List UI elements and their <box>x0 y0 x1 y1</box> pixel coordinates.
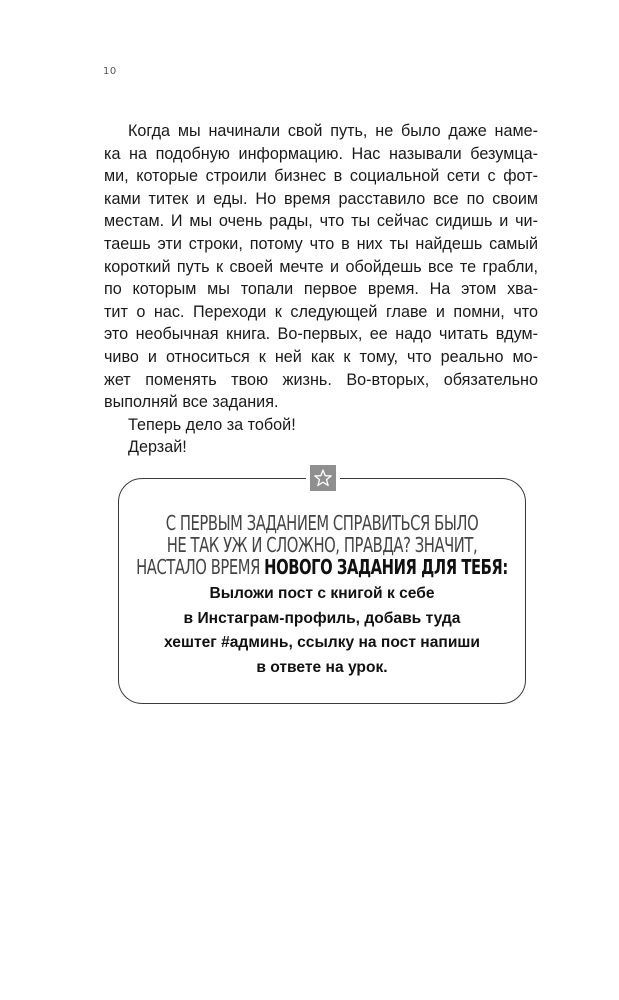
task-instruction-line: в Инстаграм-профиль, добавь туда <box>183 609 461 627</box>
task-instruction-line: хештег #админь, ссылку на пост напиши <box>164 634 480 651</box>
task-heading-line: С ПЕРВЫМ ЗАДАНИЕМ СПРАВИТЬСЯ БЫЛО <box>165 511 479 535</box>
body-line: таешь эти строки, потому что в них ты найдешь самый <box>104 234 538 253</box>
body-text <box>104 120 538 459</box>
body-line: ка на подобную информацию. Нас называли безумца- <box>104 144 538 163</box>
task-heading <box>118 512 527 578</box>
page-number: 10 <box>103 66 117 77</box>
body-line: выполняй все задания. <box>104 393 279 412</box>
star-icon <box>313 468 333 488</box>
task-instructions <box>118 582 526 680</box>
body-line: ми, которые строили бизнес в социальной сети с фот- <box>104 167 538 186</box>
body-line: местам. И мы очень рады, что ты сейчас сидишь и чи- <box>104 212 538 231</box>
body-line: это необычная книга. Во-первых, ее надо читать вдум- <box>104 325 538 344</box>
body-line: чиво и относиться к ней как к тому, что реально мо- <box>104 347 538 366</box>
body-line: тит о нас. Переходи к следующей главе и помни, что <box>104 302 538 321</box>
body-line: короткий путь к своей мечте и обойдешь все те грабли, <box>104 257 538 276</box>
body-line: по которым мы топали первое время. На этом хва- <box>104 280 538 299</box>
body-line: жет поменять твою жизнь. Во-вторых, обязательно <box>104 370 538 389</box>
body-line-go-for-it: Дерзай! <box>128 438 187 457</box>
task-heading-thin-part: НАСТАЛО ВРЕМЯ <box>136 555 265 579</box>
body-line-now-your-turn: Теперь дело за тобой! <box>128 415 296 434</box>
task-instruction-line: Выложи пост с книгой к себе <box>209 585 435 602</box>
body-line: ками титек и еды. Но время расставило все по своим <box>104 189 538 208</box>
task-instruction-line: в ответе на урок. <box>256 658 388 676</box>
body-line: Когда мы начинали свой путь, не было даже наме- <box>128 122 538 140</box>
task-heading-line <box>118 556 527 578</box>
task-content <box>118 512 526 680</box>
task-badge <box>306 461 340 495</box>
task-heading-bold-part: НОВОГО ЗАДАНИЯ ДЛЯ ТЕБЯ: <box>264 555 508 579</box>
star-badge-square <box>310 465 336 491</box>
task-heading-line: НЕ ТАК УЖ И СЛОЖНО, ПРАВДА? ЗНАЧИТ, <box>166 533 478 557</box>
